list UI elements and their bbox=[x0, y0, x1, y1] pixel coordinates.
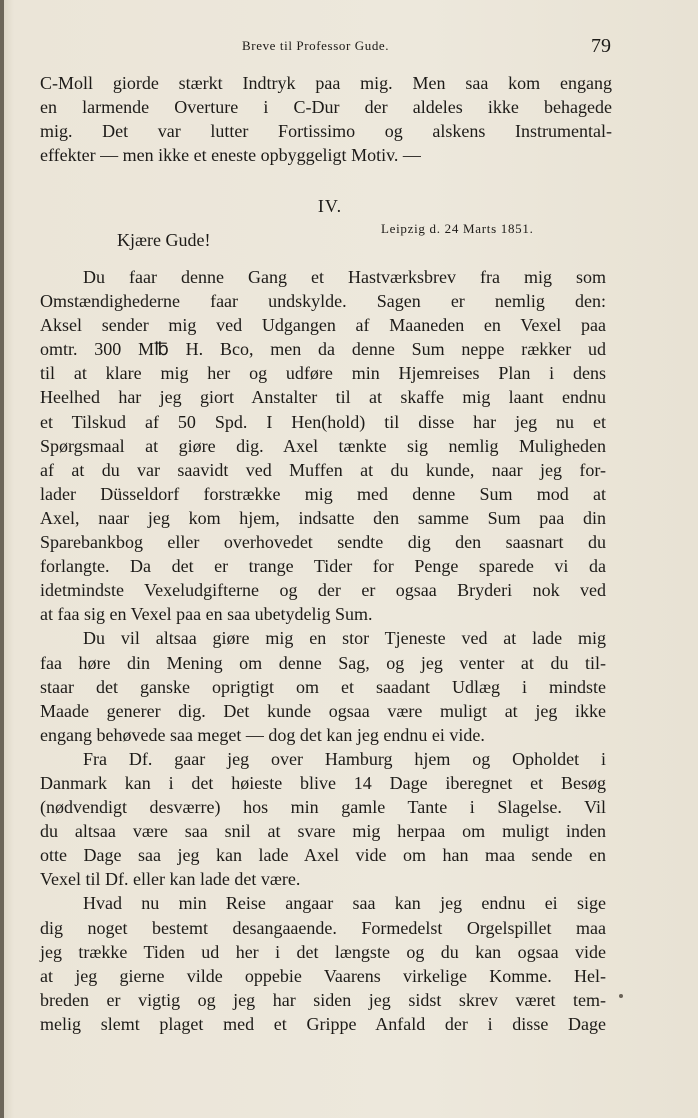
text-line: jeg trække Tiden ud her i det længste og du kan ogsaa vide bbox=[40, 941, 606, 962]
text-line: otte Dage saa jeg kan lade Axel vide om han maa sende en bbox=[40, 845, 606, 866]
text-line: lader Düsseldorf forstrække mig med denne Sum mod at bbox=[40, 483, 606, 504]
letter-salutation: Kjære Gude! bbox=[117, 230, 211, 250]
text-line: staar det ganske oprigtigt om et saadant Udlæg i mindste bbox=[40, 676, 606, 697]
ink-speck bbox=[619, 994, 623, 998]
text-line: Sparebankbog eller overhovedet sendte dig den saasnart du bbox=[40, 532, 606, 553]
text-line: at jeg gierne vilde oppebie Vaarens virkelige Komme. Hel- bbox=[40, 965, 606, 986]
text-line: omtr. 300 M℔ H. Bco, men da denne Sum neppe rækker ud bbox=[40, 339, 606, 360]
letter-body bbox=[40, 265, 606, 1036]
text-line: melig slemt plaget med et Grippe Anfald der i disse Dage bbox=[40, 1013, 606, 1034]
text-line: effekter — men ikke et eneste opbyggeligt Motiv. — bbox=[40, 145, 421, 166]
text-line: Fra Df. gaar jeg over Hamburg hjem og Opholdet i bbox=[83, 748, 606, 769]
text-line: et Tilskud af 50 Spd. I Hen(hold) til disse har jeg nu et bbox=[40, 411, 606, 432]
text-line: Vexel til Df. eller kan lade det være. bbox=[40, 869, 301, 890]
text-line: Spørgsmaal at giøre dig. Axel tænkte sig nemlig Muligheden bbox=[40, 435, 606, 456]
letter-dateline: Leipzig d. 24 Marts 1851. bbox=[381, 221, 534, 236]
text-line: Maade generer dig. Det kunde ogsaa være muligt at jeg ikke bbox=[40, 700, 606, 721]
text-line: forlangte. Da det er trange Tider for Penge sparede vi da bbox=[40, 556, 606, 577]
page-header bbox=[0, 35, 698, 58]
text-line: engang behøvede saa meget — dog det kan jeg endnu ei vide. bbox=[40, 724, 485, 745]
text-line: Heelhed har jeg giort Anstalter til at skaffe mig laant endnu bbox=[40, 387, 606, 408]
text-line: idetmindste Vexeludgifterne og der er ogsaa Bryderi nok ved bbox=[40, 580, 606, 601]
text-line: Danmark kan i det høieste blive 14 Dage iberegnet et Besøg bbox=[40, 772, 606, 793]
page-binding-edge bbox=[0, 0, 4, 1118]
text-line: mig. Det var lutter Fortissimo og alskens Instrumental- bbox=[40, 121, 612, 142]
opening-paragraph bbox=[40, 71, 612, 167]
text-line: (nødvendigt desværre) hos min gamle Tante i Slagelse. Vil bbox=[40, 797, 606, 818]
text-line: til at klare mig her og udføre min Hjemreises Plan i dens bbox=[40, 363, 606, 384]
text-line: breden er vigtig og jeg har siden jeg sidst skrev været tem- bbox=[40, 989, 606, 1010]
page-number: 79 bbox=[591, 35, 611, 57]
letter-number: IV. bbox=[317, 196, 343, 216]
text-line: faa høre din Mening om denne Sag, og jeg venter at du til- bbox=[40, 652, 606, 673]
text-line: dig noget bestemt desangaaende. Formedelst Orgelspillet maa bbox=[40, 917, 606, 938]
text-line: Axel, naar jeg kom hjem, indsatte den samme Sum paa din bbox=[40, 507, 606, 528]
text-line: at faa sig en Vexel paa en saa ubetydelig Sum. bbox=[40, 604, 373, 625]
text-line: Du vil altsaa giøre mig en stor Tjeneste ved at lade mig bbox=[83, 628, 606, 649]
text-line: du altsaa være saa snil at svare mig herpaa om muligt inden bbox=[40, 821, 606, 842]
running-head: Breve til Professor Gude. bbox=[242, 38, 390, 53]
text-line: Du faar denne Gang et Hastværksbrev fra mig som bbox=[83, 267, 606, 287]
text-line: Omstændighederne faar undskylde. Sagen er nemlig den: bbox=[40, 291, 606, 312]
text-line: en larmende Overture i C-Dur der aldeles ikke behagede bbox=[40, 97, 612, 118]
text-line: C-Moll giorde stærkt Indtryk paa mig. Men saa kom engang bbox=[40, 73, 612, 93]
text-line: Aksel sender mig ved Udgangen af Maaneden en Vexel paa bbox=[40, 315, 606, 336]
text-line: Hvad nu min Reise angaar saa kan jeg endnu ei sige bbox=[83, 893, 606, 914]
text-line: af at du var saavidt ved Muffen at du kunde, naar jeg for- bbox=[40, 459, 606, 480]
